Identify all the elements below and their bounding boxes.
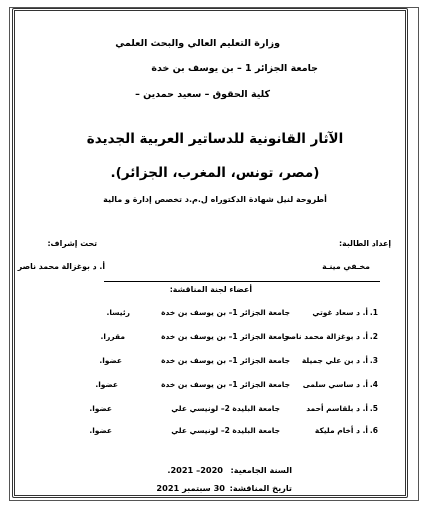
thesis-title: الآثار القانونية للدساتير العربية الجديدة bbox=[86, 131, 344, 147]
member-role: رئيسا. bbox=[106, 308, 130, 317]
committee-member bbox=[0, 332, 430, 344]
member-name: أ. د سعاد غوتي bbox=[312, 308, 368, 317]
academic-year-label: السنة الجامعية: bbox=[230, 465, 292, 475]
member-number: 3. bbox=[369, 356, 378, 365]
page-border bbox=[12, 8, 408, 498]
university-name: جامعة الجزائر 1 – بن يوسف بن خدة bbox=[151, 63, 318, 74]
student-name: مخـفي مينـة bbox=[322, 262, 370, 271]
committee-member bbox=[0, 426, 430, 438]
member-role: مقررا. bbox=[100, 332, 125, 341]
member-name: أ. د بلقاسم أحمد bbox=[306, 404, 368, 413]
member-number: 2. bbox=[369, 332, 378, 341]
member-number: 5. bbox=[369, 404, 378, 413]
member-role: عضوا. bbox=[89, 404, 112, 413]
ministry-name: وزارة التعليم العالي والبحث العلمي bbox=[115, 38, 280, 49]
member-institution: جامعة البليدة 2– لونيسي علي bbox=[171, 404, 280, 413]
supervision-label: تحت إشراف: bbox=[47, 239, 97, 248]
committee-member bbox=[0, 308, 430, 320]
member-institution: جامعة البليدة 2– لونيسي علي bbox=[171, 426, 280, 435]
supervisor-name: أ. د بوغزالة محمد ناصر bbox=[17, 262, 105, 271]
member-role: عضوا. bbox=[99, 356, 122, 365]
member-institution: جامعة الجزائر 1– بن يوسف بن خدة bbox=[161, 356, 290, 365]
member-name: أ. د بوغزالة محمد ناصر bbox=[284, 332, 368, 341]
member-institution: جامعة الجزائر 1– بن يوسف بن خدة bbox=[161, 380, 290, 389]
member-role: عضوا. bbox=[95, 380, 118, 389]
committee-title: أعضاء لجنة المناقشة: bbox=[169, 285, 252, 294]
committee-member bbox=[0, 404, 430, 416]
member-number: 6. bbox=[369, 426, 378, 435]
defense-date-label: تاريخ المناقشة: bbox=[229, 483, 292, 493]
member-number: 1. bbox=[369, 308, 378, 317]
member-institution: جامعة الجزائر 1– بن يوسف بن خدة bbox=[161, 332, 290, 341]
member-name: أ. د بن علي جميلة bbox=[301, 356, 368, 365]
prepared-label: إعداد الطالبة: bbox=[339, 239, 391, 248]
academic-year-value: 2020– 2021. bbox=[167, 465, 223, 475]
faculty-name: كلية الحقوق – سعيد حمدين – bbox=[135, 89, 270, 100]
thesis-degree: أطروحة لنيل شهادة الدكتوراه ل.م.د تخصص إدارة و مالية bbox=[103, 195, 327, 204]
committee-member bbox=[0, 356, 430, 368]
defense-date-value: 30 سبتمبر 2021 bbox=[156, 483, 225, 493]
member-number: 4. bbox=[369, 380, 378, 389]
committee-member bbox=[0, 380, 430, 392]
member-institution: جامعة الجزائر 1– بن يوسف بن خدة bbox=[161, 308, 290, 317]
divider-line bbox=[104, 281, 380, 282]
member-name: أ. د ساسي سلمى bbox=[302, 380, 368, 389]
member-name: أ. د أخام مليكة bbox=[314, 426, 368, 435]
member-role: عضوا. bbox=[89, 426, 112, 435]
thesis-countries: (مصر، تونس، المغرب، الجزائر). bbox=[110, 165, 320, 181]
